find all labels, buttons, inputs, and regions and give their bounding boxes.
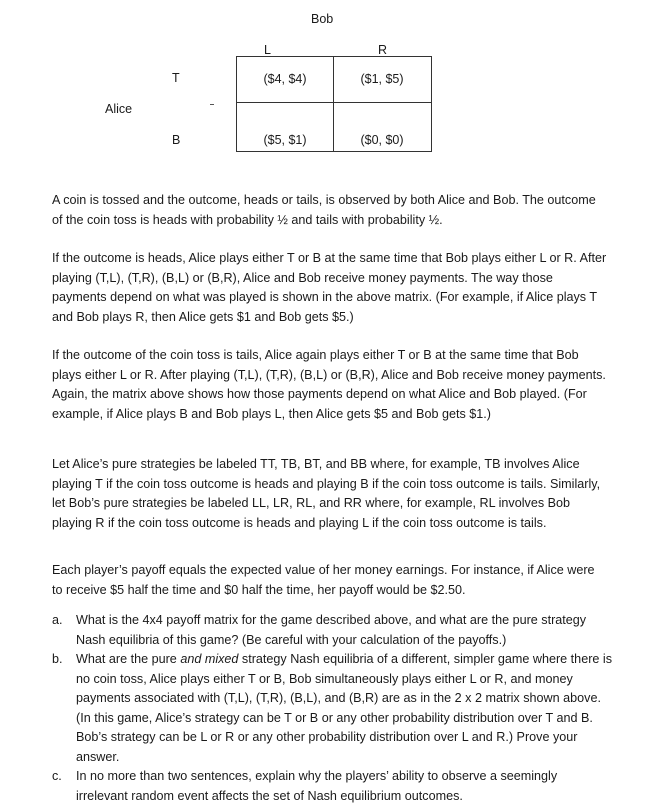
payoff-matrix: [236, 56, 432, 152]
question-b-text: [76, 652, 612, 764]
question-b-text-part: What are the pure: [76, 652, 181, 666]
question-b-emphasis: and mixed: [180, 652, 239, 666]
question-a-text: What is the 4x4 payoff matrix for the game described above, and what are the pure strategy Nash equilibria of this game? (Be careful with your calculation of the payoffs.): [76, 613, 587, 647]
question-list: [52, 611, 612, 806]
row-label-b: B: [172, 133, 181, 147]
question-c-text: In no more than two sentences, explain why the players’ ability to observe a seemingly irrelevant random event affects the set of Nash equilibrium outcomes.: [76, 769, 558, 803]
paragraph-text: A coin is tossed and the outcome, heads or tails, is observed by both Alice and Bob. The outcome of the coin toss is heads with probability ½ and tails with probability ½.: [52, 193, 596, 227]
list-item: [52, 767, 612, 806]
list-marker: c.: [52, 769, 62, 783]
paragraph-text: If the outcome of the coin toss is tails, Alice again plays either T or B at the same time that Bob plays either L or R. After playing (T,L), (T,R), (B,L) or (B,R), Alice and Bob receive money payments. Again, the matrix above shows how those payments depend on what Alice and Bob played. (For example, if Alice plays B and Bob plays L, then Alice gets $5 and Bob gets $1.): [52, 348, 606, 421]
paragraph-text: Let Alice’s pure strategies be labeled TT, TB, BT, and BB where, for example, TB involves Alice playing T if the coin toss outcome is heads and playing B if the coin toss outcome is tails. Similarly, let Bob’s pure strategies be labeled LL, LR, RL, and RR where, for example, RL involves Bob playing R if the coin toss outcome is heads and playing L if the coin toss outcome is tails.: [52, 457, 601, 530]
stray-tick: [210, 104, 214, 105]
list-item: [52, 650, 612, 767]
cell-tl: ($4, $4): [263, 72, 307, 86]
paragraph-heads: [52, 249, 607, 327]
paragraph-text: If the outcome is heads, Alice plays either T or B at the same time that Bob plays either L or R. After playing (T,L), (T,R), (B,L) or (B,R), Alice and Bob receive money payments. The way those payments depend on what was played is shown in the above matrix. (For example, if Alice plays T and Bob plays R, then Alice gets $1 and Bob gets $5.): [52, 251, 607, 324]
list-marker: b.: [52, 652, 63, 666]
column-label-r: R: [378, 43, 388, 57]
cell-bl: ($5, $1): [263, 133, 307, 147]
paragraph-tails: [52, 346, 607, 424]
paragraph-coin-toss: [52, 191, 607, 230]
cell-tr: ($1, $5): [360, 72, 404, 86]
paragraph-text: Each player’s payoff equals the expected value of her money earnings. For instance, if Alice were to receive $5 half the time and $0 half the time, her payoff would be $2.50.: [52, 563, 595, 597]
column-player-label: Bob: [311, 12, 334, 26]
row-player-label: Alice: [105, 102, 133, 116]
question-b-text-part: strategy Nash equilibria of a different, simpler game where there is no coin toss, Alice plays either T or B, Bob simultaneously plays either L or R, and money payments associated with (T,L), (T,R), (B,L), and (B,R) are as in the 2 x 2 matrix shown above. (In this game, Alice’s strategy can be T or B or any other probability distribution over T and B. Bob’s strategy can be L or R or any other probability distribution over L and R.) Prove your answer.: [76, 652, 612, 764]
paragraph-strategies: [52, 455, 607, 533]
cell-br: ($0, $0): [360, 133, 404, 147]
paragraph-payoff: [52, 561, 607, 600]
matrix-divider-horizontal: [237, 102, 431, 103]
list-marker: a.: [52, 613, 63, 627]
list-item: [52, 611, 612, 650]
column-label-l: L: [264, 43, 271, 57]
row-label-t: T: [172, 71, 180, 85]
